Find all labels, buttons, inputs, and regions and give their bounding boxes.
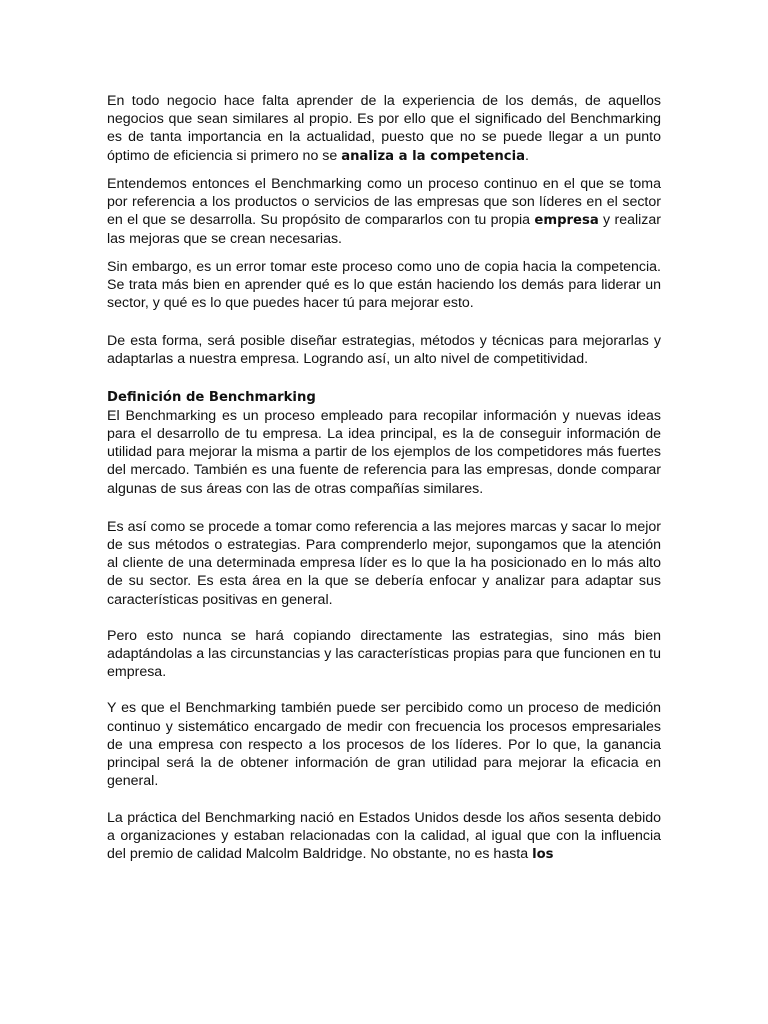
paragraph-definition-process [107, 175, 661, 249]
section-heading: Definición de Benchmarking [107, 389, 316, 405]
paragraph-intro-text: En todo negocio hace falta aprender de la experiencia de los demás, de aquellos negocios que sean similares al propio. Es por ello que el significado del Benchmarking es de tanta importancia en la actualidad, puesto que no se puede llegar a un punto óptimo de eficiencia si primero no se [107, 93, 661, 164]
paragraph-strategies: De esta forma, será posible diseñar estrategias, métodos y técnicas para mejorarlas y adaptarlas a nuestra empresa. Logrando así, un alto nivel de competitividad. [107, 333, 661, 368]
paragraph-not-copy: Sin embargo, es un error tomar este proceso como uno de copia hacia la competencia. Se trata más bien en aprender qué es lo que están haciendo los demás para liderar un sector, y qué es lo que puedes hacer tú para mejorar esto. [107, 258, 661, 312]
bold-phrase-competencia: analiza a la competencia [341, 148, 525, 164]
paragraph-definition-text: El Benchmarking es un proceso empleado para recopilar información y nuevas ideas para el desarrollo de tu empresa. La idea principal, es la de conseguir información de utilidad para mejorar la misma a partir de los ejemplos de los competidores más fuertes del mercado. También es una fuente de referencia para las empresas, donde comparar algunas de sus áreas con las de otras compañías similares. [107, 407, 661, 497]
paragraph-definition-process-text: Entendemos entonces el Benchmarking como un proceso continuo en el que se toma por referencia a los productos o servicios de las empresas que son líderes en el sector en el que se desarrolla. Su propósito de compararlos con tu propia [107, 175, 661, 229]
document-body [107, 92, 661, 864]
paragraph-history-text: La práctica del Benchmarking nació en Estados Unidos desde los años sesenta debido a organizaciones y estaban relacionadas con la calidad, al igual que con la influencia del premio de calidad Malcolm Baldridge. No obstante, no es hasta [107, 809, 661, 862]
paragraph-adaptation: Pero esto nunca se hará copiando directamente las estrategias, sino más bien adaptándolas a las circunstancias y las características propias para que funcionen en tu empresa. [107, 627, 661, 681]
bold-word-empresa: empresa [534, 213, 599, 229]
paragraph-reference-brands: Es así como se procede a tomar como referencia a las mejores marcas y sacar lo mejor de sus métodos o estrategias. Para comprenderlo mejor, supongamos que la atención al cliente de una determinada empresa líder es lo que la ha posicionado en lo más alto de su sector. Es esta área en la que se debería enfocar y analizar para adaptar sus características positivas en general. [107, 518, 661, 608]
paragraph-definition-process-end: y realizar las mejoras que se crean necesarias. [107, 212, 661, 248]
bold-word-los: los [532, 846, 554, 862]
section-definition [107, 389, 661, 498]
paragraph-history [107, 809, 661, 865]
paragraph-measurement: Y es que el Benchmarking también puede ser percibido como un proceso de medición continuo y sistemático encargado de medir con frecuencia los procesos empresariales de una empresa con respecto a los procesos de los líderes. Por lo que, la ganancia principal será la de obtener información de gran utilidad para mejorar la eficacia en general. [107, 700, 661, 790]
paragraph-intro-end: . [525, 147, 529, 164]
paragraph-intro [107, 92, 661, 166]
